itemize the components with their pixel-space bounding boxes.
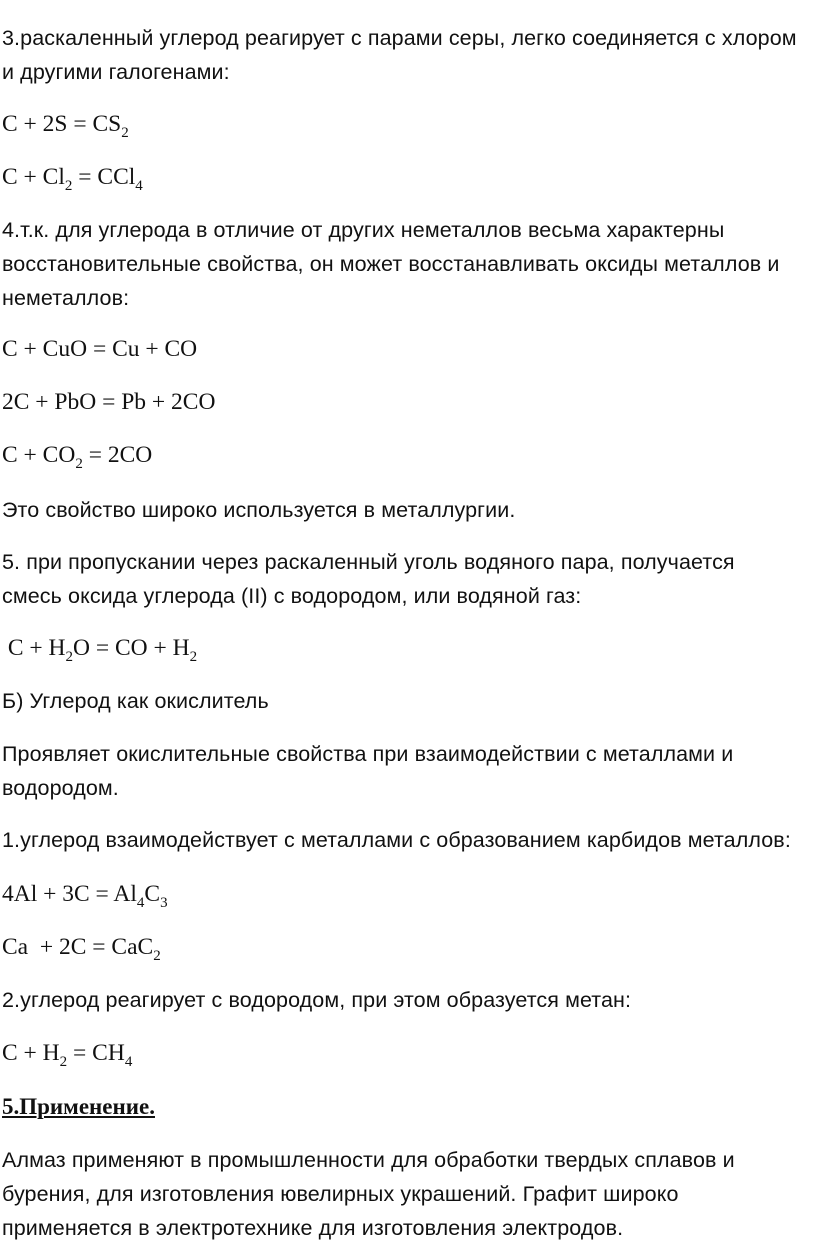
paragraph-line: водородом. [2,776,119,800]
equation-2c-pbo: 2C + PbO = Pb + 2CO [2,389,216,415]
paragraph-line: и другими галогенами: [2,60,230,84]
equation-c-cl2: $C + Cl_2 = CCl_4$ [2,164,143,194]
equation-c-co2: $C + CO_2 = 2CO$ [2,442,153,472]
paragraph-line: 5. при пропускании через раскаленный уголь водяного пара, получается [2,550,735,574]
equation-c-2s: $C + 2S = CS_2$ [2,111,129,141]
paragraph-line: Алмаз применяют в промышленности для обработки твердых сплавов и [2,1148,735,1172]
paragraph-line: применяется в электротехнике для изготовления электродов. [2,1216,624,1240]
paragraph-line: 4.т.к. для углерода в отличие от других неметаллов весьма характерны [2,218,725,242]
paragraph-line: смесь оксида углерода (II) с водородом, или водяной газ: [2,584,582,608]
paragraph-line: 2.углерод реагирует с водородом, при этом образуется метан: [2,988,632,1012]
paragraph-line: Проявляет окислительные свойства при взаимодействии с металлами и [2,742,734,766]
paragraph-line: Это свойство широко используется в металлургии. [2,498,516,522]
equation-c-cuo: C + CuO = Cu + CO [2,336,198,362]
section-heading: 5.Применение. [2,1094,155,1119]
equation-al4c3: $4Al + 3C = Al_4C_3$ [2,881,168,911]
section-subtitle: Б) Углерод как окислитель [2,689,269,713]
equation-water-gas: $C + H_2O$ = CO + $H_2$ [2,635,198,665]
paragraph-line: 3.раскаленный углерод реагирует с парами серы, легко соединяется с хлором [2,26,797,50]
equation-cac2: Ca + 2C = CaC$_2$ [2,934,161,964]
paragraph-line: восстановительные свойства, он может восстанавливать оксиды металлов и [2,252,780,276]
paragraph-line: 1.углерод взаимодействует с металлами с образованием карбидов металлов: [2,828,791,852]
paragraph-line: бурения, для изготовления ювелирных украшений. Графит широко [2,1182,679,1206]
equation-ch4: $C + H_2 = CH_4$ [2,1040,133,1070]
paragraph-line: неметаллов: [2,286,130,310]
